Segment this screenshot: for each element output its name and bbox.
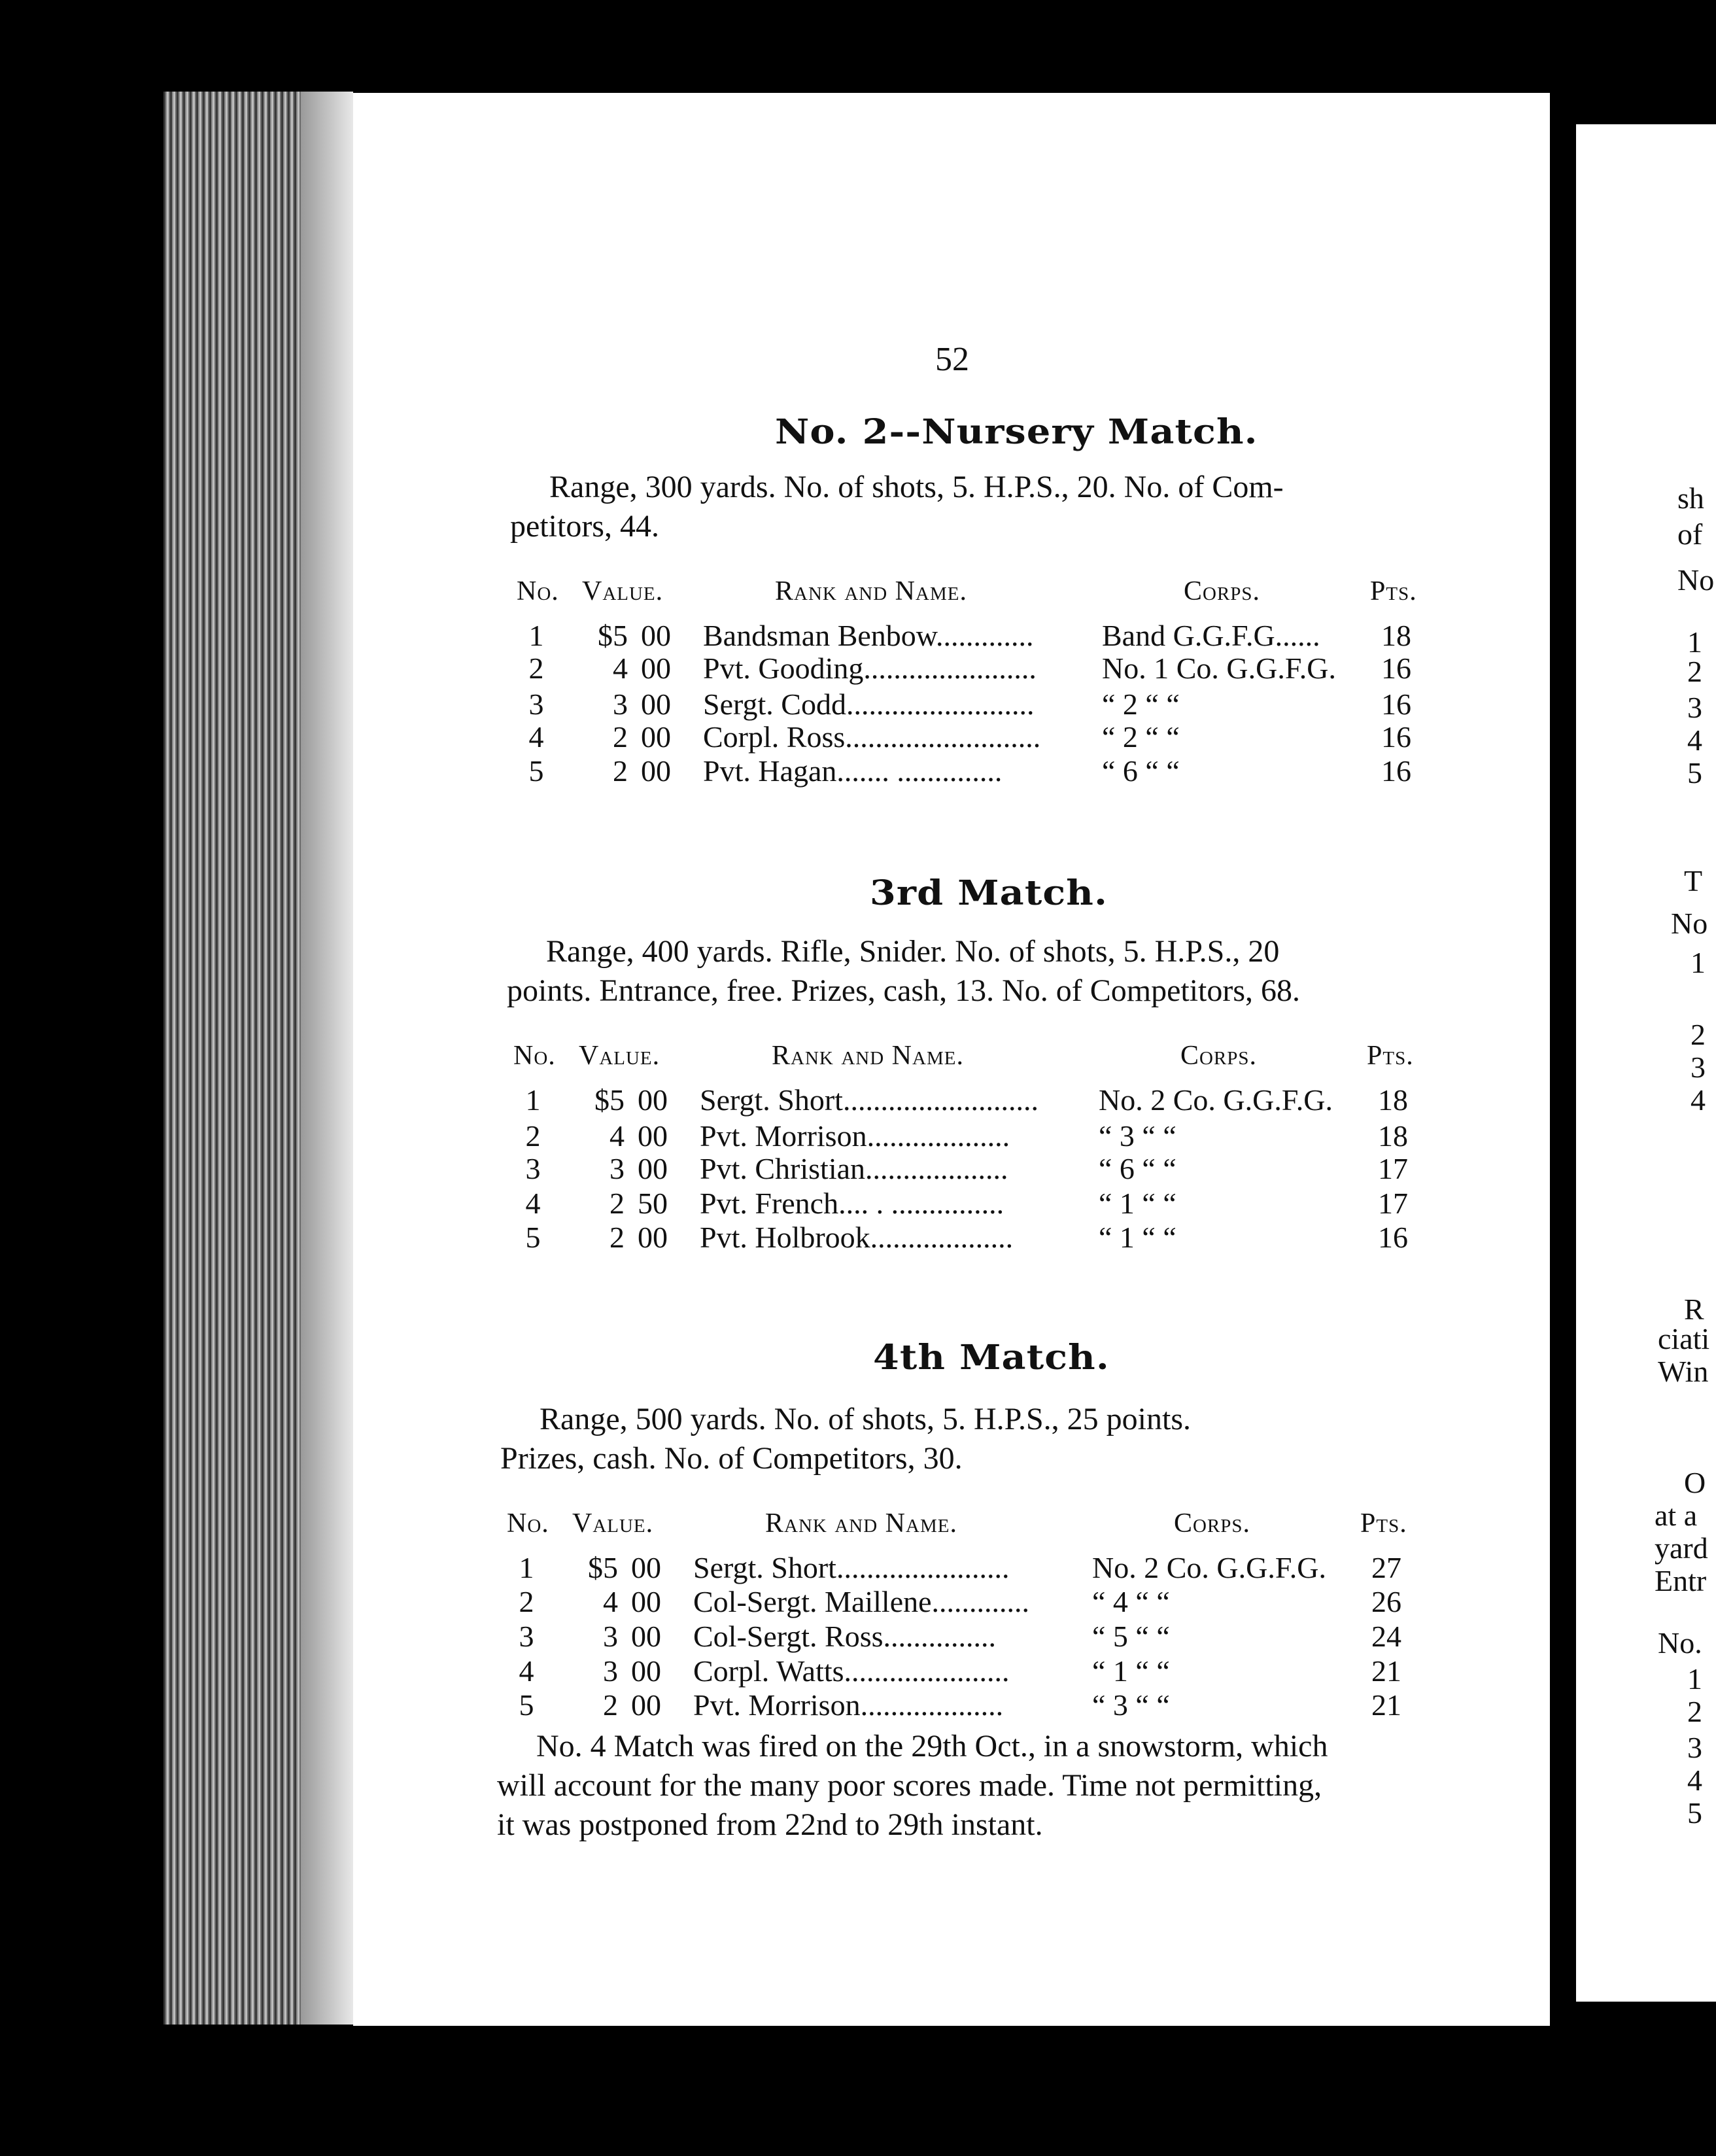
points: 24: [1371, 1620, 1401, 1653]
opposite-page-fragment: 4: [1687, 723, 1702, 757]
corps: “ 2 “ “: [1102, 720, 1180, 754]
section-title: 3rd Match.: [870, 873, 1108, 913]
column-header-corps: Corps.: [1184, 576, 1261, 606]
rank-and-name: Pvt. Christian...................: [700, 1152, 1008, 1185]
table-row: [510, 687, 1439, 720]
prize-dollars: 3: [613, 687, 628, 721]
prize-dollars: 4: [609, 1119, 625, 1153]
corps: “ 2 “ “: [1102, 687, 1180, 721]
column-header-pts: Pts.: [1370, 576, 1417, 606]
opposite-page-fragment: yard: [1655, 1531, 1708, 1565]
prize-dollars: 2: [613, 754, 628, 788]
points: 27: [1371, 1551, 1401, 1584]
book-page-edges-highlight: [301, 92, 353, 2025]
prize-number: 2: [528, 652, 544, 685]
opposite-page-fragment: No.: [1658, 1626, 1702, 1660]
points: 16: [1381, 720, 1411, 754]
prize-cents: 00: [631, 1585, 661, 1618]
column-header-name: Rank and Name.: [772, 1041, 964, 1071]
table-row: [510, 651, 1439, 684]
opposite-page-fragment: T: [1684, 864, 1703, 897]
opposite-page-fragment: of: [1677, 517, 1703, 551]
footnote-line: will account for the many poor scores made. Time not permitting,: [497, 1768, 1322, 1803]
description-line: Range, 500 yards. No. of shots, 5. H.P.S., 25 points.: [540, 1402, 1192, 1436]
table-row: [500, 1550, 1429, 1583]
points: 21: [1371, 1654, 1401, 1688]
prize-dollars: $5: [594, 1083, 625, 1117]
points: 18: [1378, 1083, 1408, 1117]
rank-and-name: Pvt. Holbrook...................: [700, 1221, 1014, 1254]
prize-number: 5: [528, 754, 544, 788]
corps: “ 1 “ “: [1092, 1654, 1170, 1688]
points: 17: [1378, 1152, 1408, 1185]
rank-and-name: Col-Sergt. Maillene.............: [693, 1585, 1030, 1618]
opposite-page-fragment: 4: [1690, 1083, 1706, 1117]
prize-number: 1: [519, 1551, 534, 1584]
prize-dollars: 3: [609, 1152, 625, 1185]
column-header-corps: Corps.: [1180, 1041, 1258, 1071]
points: 26: [1371, 1585, 1401, 1618]
points: 16: [1378, 1221, 1408, 1254]
table-row: [507, 1151, 1435, 1184]
column-header-value: Value.: [579, 1041, 661, 1071]
rank-and-name: Corpl. Ross..........................: [703, 720, 1041, 754]
opposite-page-fragment: sh: [1677, 481, 1704, 515]
table-row: [500, 1584, 1429, 1617]
prize-number: 5: [525, 1221, 541, 1254]
table-row: [507, 1119, 1435, 1151]
opposite-page-fragment: No: [1671, 907, 1708, 940]
table-row: [507, 1220, 1435, 1253]
prize-dollars: 2: [609, 1187, 625, 1220]
section-title: 4th Match.: [873, 1338, 1110, 1378]
column-header-value: Value.: [572, 1508, 654, 1539]
section-description: [507, 932, 1435, 1011]
description-line: points. Entrance, free. Prizes, cash, 13. No. of Competitors, 68.: [507, 973, 1301, 1008]
opposite-page-fragment: Win: [1658, 1355, 1709, 1388]
opposite-page: [1576, 124, 1716, 2002]
table-row: [510, 720, 1439, 752]
points: 17: [1378, 1187, 1408, 1220]
rank-and-name: Pvt. Hagan....... ..............: [703, 754, 1003, 788]
opposite-page-fragment: 5: [1687, 756, 1702, 790]
footnote-line: it was postponed from 22nd to 29th instant.: [497, 1807, 1043, 1842]
rank-and-name: Pvt. French.... . ...............: [700, 1187, 1004, 1220]
corps: “ 6 “ “: [1099, 1152, 1176, 1185]
prize-cents: 00: [631, 1620, 661, 1653]
corps: “ 4 “ “: [1092, 1585, 1170, 1618]
opposite-page-fragment: ciati: [1658, 1322, 1710, 1355]
column-header-no: No.: [513, 1041, 556, 1071]
rank-and-name: Pvt. Morrison...................: [700, 1119, 1010, 1153]
prize-cents: 00: [631, 1551, 661, 1584]
rank-and-name: Sergt. Short..........................: [700, 1083, 1038, 1117]
prize-dollars: $5: [598, 619, 628, 652]
prize-dollars: 3: [603, 1654, 618, 1688]
column-header-value: Value.: [582, 576, 664, 606]
footnote-line: No. 4 Match was fired on the 29th Oct., in a snowstorm, which: [536, 1729, 1328, 1764]
prize-dollars: 2: [603, 1688, 618, 1722]
column-header-no: No.: [507, 1508, 549, 1539]
opposite-page-fragment: 2: [1690, 1018, 1706, 1051]
opposite-page-fragment: 5: [1687, 1796, 1702, 1830]
prize-dollars: 4: [603, 1585, 618, 1618]
prize-cents: 00: [638, 1221, 668, 1254]
prize-cents: 00: [631, 1654, 661, 1688]
prize-number: 1: [525, 1083, 541, 1117]
prize-number: 4: [525, 1187, 541, 1220]
page-number: 52: [935, 341, 969, 378]
prize-number: 5: [519, 1688, 534, 1722]
points: 16: [1381, 687, 1411, 721]
column-header-name: Rank and Name.: [775, 576, 967, 606]
table-row: [510, 754, 1439, 786]
description-line: petitors, 44.: [510, 509, 659, 544]
corps: “ 1 “ “: [1099, 1187, 1176, 1220]
opposite-page-fragment: 3: [1687, 1731, 1702, 1764]
prize-number: 3: [525, 1152, 541, 1185]
opposite-page-fragment: 3: [1687, 691, 1702, 724]
prize-number: 2: [519, 1585, 534, 1618]
corps: Band G.G.F.G......: [1102, 619, 1320, 652]
points: 16: [1381, 754, 1411, 788]
table-row: [500, 1654, 1429, 1686]
opposite-page-fragment: at a: [1655, 1499, 1698, 1532]
rank-and-name: Bandsman Benbow.............: [703, 619, 1034, 652]
prize-number: 1: [528, 619, 544, 652]
prize-cents: 00: [638, 1083, 668, 1117]
opposite-page-fragment: 1: [1690, 946, 1706, 979]
prize-number: 4: [528, 720, 544, 754]
corps: “ 3 “ “: [1092, 1688, 1170, 1722]
section-description: [500, 1400, 1429, 1478]
prize-cents: 00: [638, 1152, 668, 1185]
opposite-page-fragment: 2: [1687, 655, 1702, 688]
rank-and-name: Sergt. Codd.........................: [703, 687, 1035, 721]
prize-dollars: 2: [609, 1221, 625, 1254]
prize-number: 3: [519, 1620, 534, 1653]
prize-cents: 00: [631, 1688, 661, 1722]
rank-and-name: Col-Sergt. Ross...............: [693, 1620, 997, 1653]
points: 18: [1378, 1119, 1408, 1153]
prize-cents: 00: [641, 754, 671, 788]
prize-number: 3: [528, 687, 544, 721]
description-line: Prizes, cash. No. of Competitors, 30.: [500, 1441, 963, 1476]
opposite-page-fragment: 3: [1690, 1051, 1706, 1084]
footnote: [497, 1727, 1426, 1845]
rank-and-name: Corpl. Watts......................: [693, 1654, 1010, 1688]
column-header-no: No.: [517, 576, 559, 606]
corps: No. 1 Co. G.G.F.G.: [1102, 652, 1336, 685]
points: 18: [1381, 619, 1411, 652]
description-line: Range, 300 yards. No. of shots, 5. H.P.S., 20. No. of Com-: [549, 470, 1284, 504]
prize-dollars: 2: [613, 720, 628, 754]
column-header-pts: Pts.: [1360, 1508, 1407, 1539]
prize-cents: 00: [641, 652, 671, 685]
corps: “ 5 “ “: [1092, 1620, 1170, 1653]
corps: “ 6 “ “: [1102, 754, 1180, 788]
table-row: [507, 1186, 1435, 1219]
corps: No. 2 Co. G.G.F.G.: [1092, 1551, 1326, 1584]
column-header-pts: Pts.: [1367, 1041, 1414, 1071]
table-row: [510, 618, 1439, 651]
points: 21: [1371, 1688, 1401, 1722]
opposite-page-fragment: Entr: [1655, 1564, 1707, 1597]
table-row: [507, 1083, 1435, 1115]
rank-and-name: Sergt. Short.......................: [693, 1551, 1010, 1584]
corps: “ 1 “ “: [1099, 1221, 1176, 1254]
column-header-name: Rank and Name.: [765, 1508, 957, 1539]
description-line: Range, 400 yards. Rifle, Snider. No. of shots, 5. H.P.S., 20: [546, 934, 1280, 969]
opposite-page-fragment: 1: [1687, 1662, 1702, 1695]
rank-and-name: Pvt. Morrison...................: [693, 1688, 1004, 1722]
rank-and-name: Pvt. Gooding.......................: [703, 652, 1037, 685]
opposite-page-fragment: No: [1677, 563, 1715, 597]
prize-cents: 00: [641, 720, 671, 754]
opposite-page-fragment: 2: [1687, 1695, 1702, 1728]
opposite-page-fragment: R: [1684, 1293, 1704, 1326]
prize-cents: 00: [641, 619, 671, 652]
opposite-page-fragment: 1: [1687, 625, 1702, 659]
points: 16: [1381, 652, 1411, 685]
corps: “ 3 “ “: [1099, 1119, 1176, 1153]
prize-cents: 00: [641, 687, 671, 721]
corps: No. 2 Co. G.G.F.G.: [1099, 1083, 1333, 1117]
prize-dollars: 3: [603, 1620, 618, 1653]
prize-dollars: $5: [588, 1551, 618, 1584]
opposite-page-fragment: O: [1684, 1466, 1706, 1499]
prize-number: 4: [519, 1654, 534, 1688]
section-title: No. 2--Nursery Match.: [775, 412, 1258, 452]
prize-number: 2: [525, 1119, 541, 1153]
table-row: [500, 1688, 1429, 1720]
table-row: [500, 1619, 1429, 1652]
opposite-page-fragment: 4: [1687, 1764, 1702, 1797]
section-description: [510, 468, 1439, 546]
prize-dollars: 4: [613, 652, 628, 685]
prize-cents: 00: [638, 1119, 668, 1153]
prize-cents: 50: [638, 1187, 668, 1220]
column-header-corps: Corps.: [1174, 1508, 1251, 1539]
